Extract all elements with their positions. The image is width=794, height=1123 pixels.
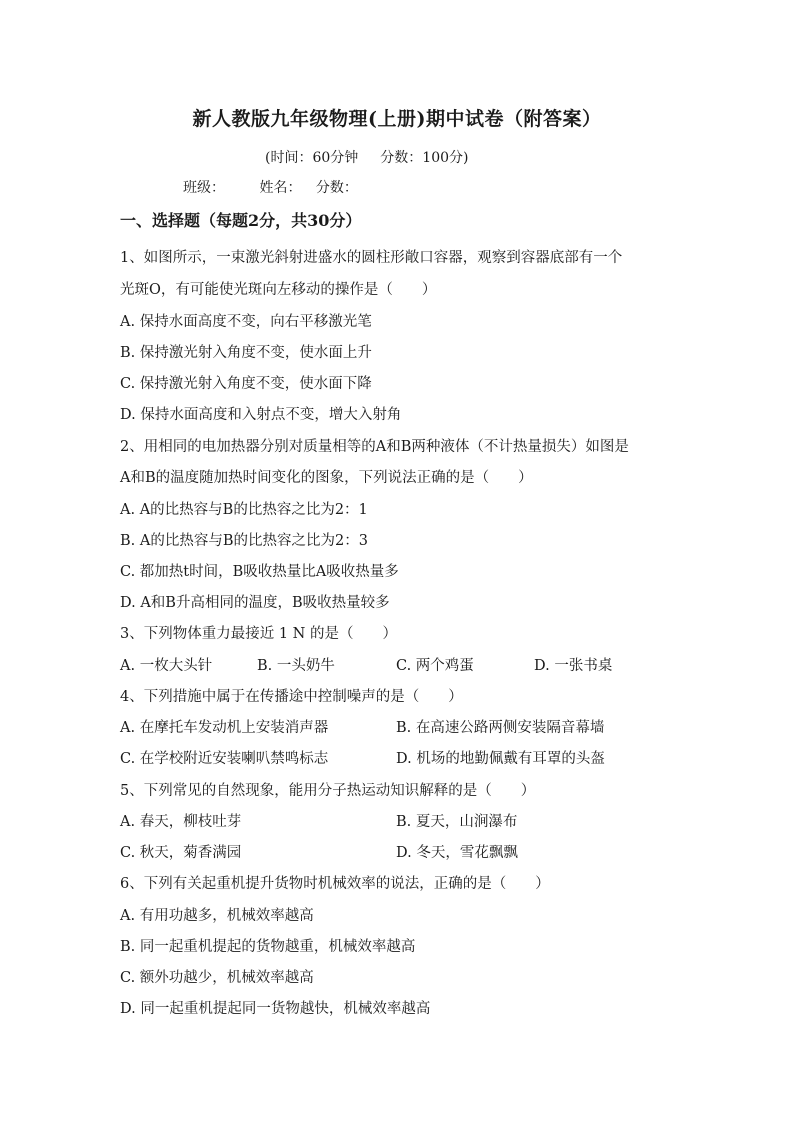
question-4-option-a: A. 在摩托车发动机上安装消声器: [120, 720, 329, 736]
question-4-option-b: B. 在高速公路两侧安装隔音幕墙: [396, 720, 605, 736]
question-5-option-b: B. 夏天，山涧瀑布: [396, 814, 518, 830]
question-4-option-c: C. 在学校附近安装喇叭禁鸣标志: [120, 751, 329, 767]
question-6-option-d: D. 同一起重机提起同一货物越快，机械效率越高: [120, 1001, 431, 1017]
question-6-stem: 6、下列有关起重机提升货物时机械效率的说法，正确的是（ ）: [120, 876, 550, 892]
question-1-stem-line1: 1、如图所示，一束激光斜射进盛水的圆柱形敞口容器，观察到容器底部有一个: [120, 250, 623, 266]
question-3-option-c: C. 两个鸡蛋: [396, 658, 474, 674]
question-3-stem: 3、下列物体重力最接近 1 N 的是（ ）: [120, 626, 397, 642]
question-2-option-b: B. A的比热容与B的比热容之比为2：3: [120, 533, 368, 549]
question-3-option-d: D. 一张书桌: [534, 658, 613, 674]
question-4-option-d: D. 机场的地勤佩戴有耳罩的头盔: [396, 751, 605, 767]
question-1-option-b: B. 保持激光射入角度不变，使水面上升: [120, 345, 372, 361]
question-2-option-d: D. A和B升高相同的温度，B吸收热量较多: [120, 595, 390, 611]
exam-score: 分数：100分): [380, 150, 469, 166]
exam-meta: [265, 147, 490, 167]
question-2-option-a: A. A的比热容与B的比热容之比为2：1: [120, 502, 368, 518]
score-label: 分数：: [315, 180, 358, 196]
exam-time: (时间：60分钟: [265, 150, 359, 166]
question-3-option-b: B. 一头奶牛: [257, 658, 335, 674]
question-1-option-a: A. 保持水面高度不变，向右平移激光笔: [120, 314, 372, 330]
question-2-option-c: C. 都加热t时间，B吸收热量比A吸收热量多: [120, 564, 399, 580]
exam-title: 新人教版九年级物理(上册)期中试卷（附答案）: [192, 108, 602, 130]
student-info: [183, 177, 388, 197]
question-6-option-a: A. 有用功越多，机械效率越高: [120, 908, 314, 924]
question-1-option-c: C. 保持激光射入角度不变，使水面下降: [120, 376, 372, 392]
question-6-option-b: B. 同一起重机提起的货物越重，机械效率越高: [120, 939, 416, 955]
question-2-stem-line2: A和B的温度随加热时间变化的图象，下列说法正确的是（ ）: [120, 470, 533, 486]
question-5-stem: 5、下列常见的自然现象，能用分子热运动知识解释的是（ ）: [120, 783, 536, 799]
class-label: 班级：: [183, 180, 225, 196]
section-heading: 一、选择题（每题2分，共30分）: [120, 211, 362, 230]
question-5-option-a: A. 春天，柳枝吐芽: [120, 814, 242, 830]
question-1-option-d: D. 保持水面高度和入射点不变，增大入射角: [120, 407, 402, 423]
question-6-option-c: C. 额外功越少，机械效率越高: [120, 970, 314, 986]
question-5-option-c: C. 秋天，菊香满园: [120, 845, 242, 861]
question-1-stem-line2: 光斑O，有可能使光斑向左移动的操作是（ ）: [120, 282, 437, 298]
name-label: 姓名：: [259, 180, 302, 196]
question-4-stem: 4、下列措施中属于在传播途中控制噪声的是（ ）: [120, 689, 463, 705]
question-5-option-d: D. 冬天，雪花飘飘: [396, 845, 518, 861]
question-3-option-a: A. 一枚大头针: [120, 658, 213, 674]
question-2-stem-line1: 2、用相同的电加热器分别对质量相等的A和B两种液体（不计热量损失）如图是: [120, 439, 629, 455]
